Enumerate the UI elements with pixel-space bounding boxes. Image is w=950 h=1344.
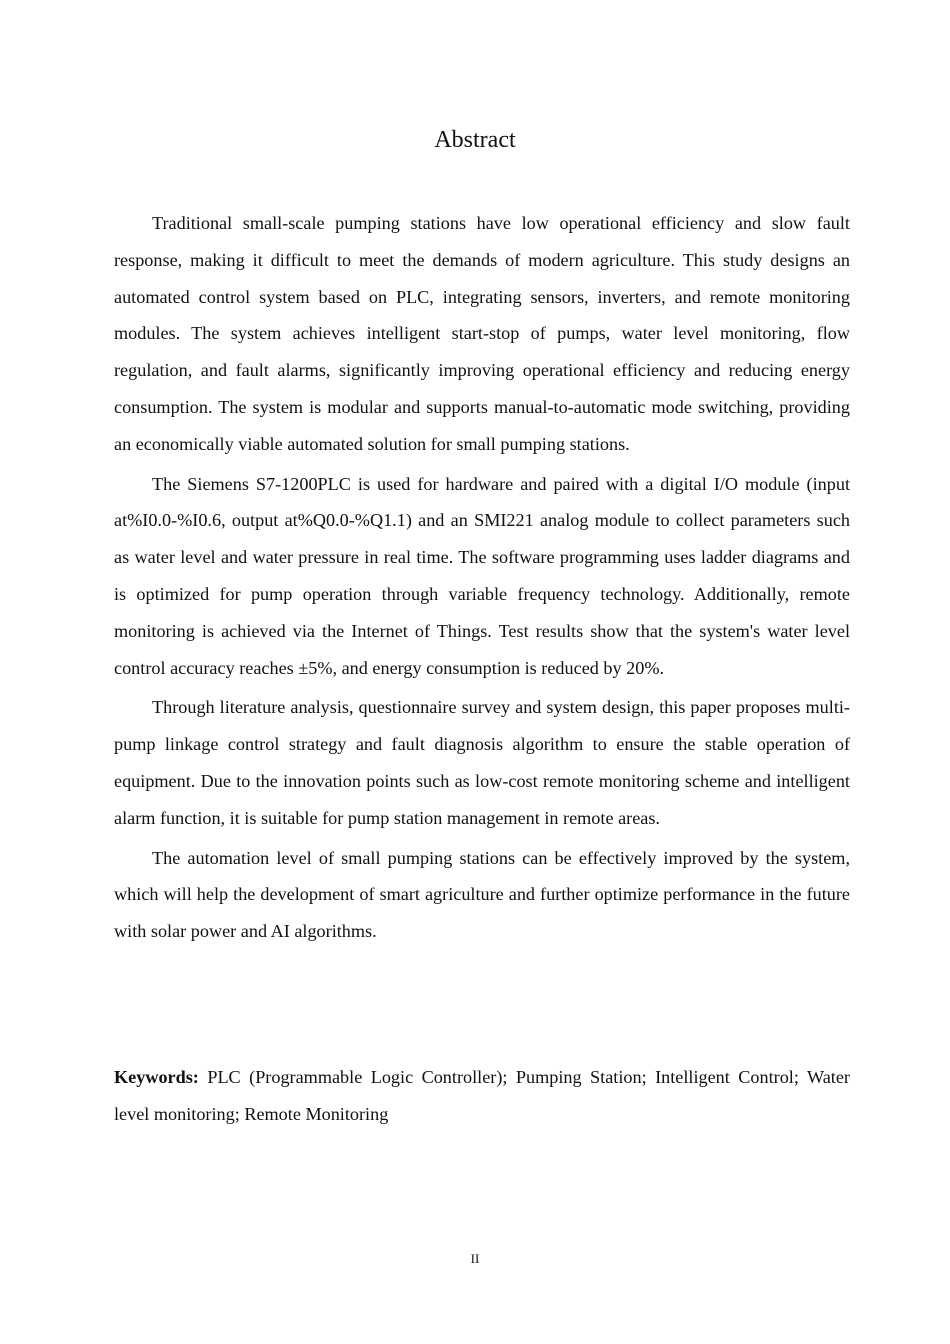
keywords-line [114, 1059, 850, 1132]
abstract-body [114, 205, 850, 953]
abstract-paragraph-4: The automation level of small pumping stations can be effectively improved by the system, which will help the development of smart agriculture and further optimize performance in the future with solar power and AI algorithms. [114, 847, 850, 942]
abstract-paragraph-3: Through literature analysis, questionnaire survey and system design, this paper proposes multi-pump linkage control strategy and fault diagnosis algorithm to ensure the stable operation of equipment. Due to the innovation points such as low-cost remote monitoring scheme and intelligent alarm function, it is suitable for pump station management in remote areas. [114, 697, 850, 828]
abstract-paragraph-1: Traditional small-scale pumping stations have low operational efficiency and slow fault response, making it difficult to meet the demands of modern agriculture. This study designs an automated control system based on PLC, integrating sensors, inverters, and remote monitoring modules. The system achieves intelligent start-stop of pumps, water level monitoring, flow regulation, and fault alarms, significantly improving operational efficiency and reducing energy consumption. The system is modular and supports manual-to-automatic mode switching, providing an economically viable automated solution for small pumping stations. [114, 213, 850, 454]
abstract-title: Abstract [434, 127, 516, 153]
keywords-label: Keywords: [114, 1067, 199, 1087]
page-number: II [470, 1251, 480, 1266]
keywords-text: PLC (Programmable Logic Controller); Pumping Station; Intelligent Control; Water level monitoring; Remote Monitoring [114, 1067, 850, 1124]
abstract-paragraph-2: The Siemens S7-1200PLC is used for hardware and paired with a digital I/O module (input at%I0.0-%I0.6, output at%Q0.0-%Q1.1) and an SMI221 analog module to collect parameters such as water level and water pressure in real time. The software programming uses ladder diagrams and is optimized for pump operation through variable frequency technology. Additionally, remote monitoring is achieved via the Internet of Things. Test results show that the system's water level control accuracy reaches ±5%, and energy consumption is reduced by 20%. [114, 473, 850, 678]
